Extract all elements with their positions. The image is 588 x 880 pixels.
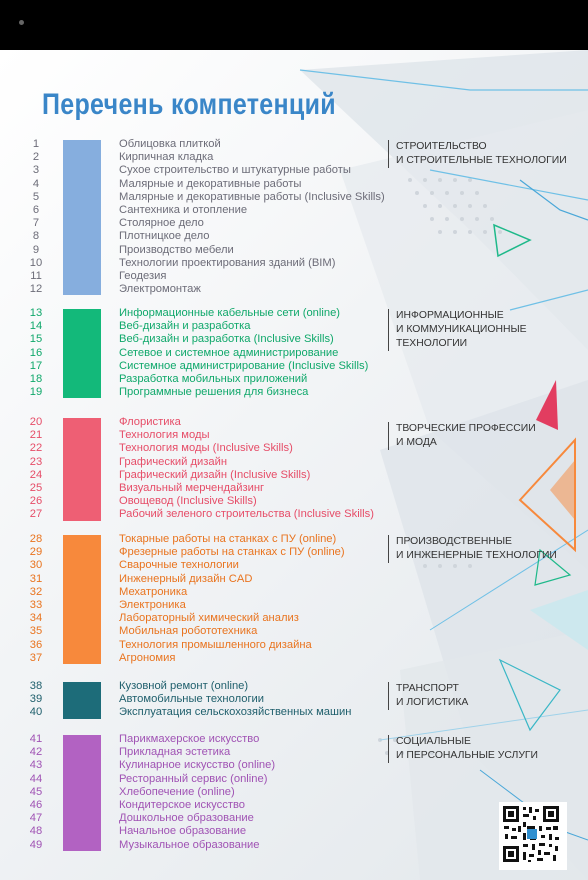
group-color-bar — [63, 140, 101, 295]
competency-number: 4 — [32, 177, 40, 190]
category-label — [388, 140, 567, 168]
competency-names — [119, 680, 351, 720]
competency-name: Системное администрирование (Inclusive Skills) — [119, 359, 369, 372]
category-label — [388, 535, 557, 563]
category-line: И СТРОИТЕЛЬНЫЕ ТЕХНОЛОГИИ — [396, 155, 567, 166]
competency-number: 42 — [29, 746, 43, 759]
competency-number: 28 — [29, 533, 43, 545]
competency-name: Сварочные технологии — [119, 559, 239, 572]
competency-name: Мехатроника — [119, 585, 188, 598]
competency-name: Токарные работы на станках с ПУ (online) — [119, 533, 337, 545]
competency-name: Кузовной ремонт (online) — [119, 680, 249, 692]
competency-name: Дошкольное образование — [119, 812, 254, 825]
competency-numbers — [20, 307, 52, 399]
competency-name: Флористика — [119, 416, 181, 428]
category-line: И ЛОГИСТИКА — [396, 697, 469, 708]
competency-name: Прикладная эстетика — [119, 746, 231, 759]
competency-number: 33 — [29, 598, 43, 611]
competency-name: Мобильная робототехника — [119, 625, 258, 638]
competency-name: Технология промышленного дизайна — [119, 638, 312, 651]
competency-numbers — [20, 733, 52, 852]
competency-number: 44 — [29, 772, 43, 785]
group-color-bar — [63, 418, 101, 521]
category-line: И КОММУНИКАЦИОННЫЕ — [396, 324, 527, 335]
competency-name: Плотницкое дело — [119, 230, 210, 243]
competency-number: 37 — [29, 651, 43, 664]
competency-name: Сантехника и отопление — [119, 203, 248, 216]
competency-name: Информационные кабельные сети (online) — [119, 307, 341, 319]
competency-number: 45 — [29, 785, 43, 798]
competency-number: 15 — [29, 333, 43, 346]
competency-name: Графический дизайн (Inclusive Skills) — [119, 468, 311, 481]
competency-name: Веб-дизайн и разработка — [119, 320, 251, 333]
group-color-bar — [63, 735, 101, 851]
competency-number: 21 — [29, 429, 43, 442]
competency-number: 17 — [29, 359, 43, 372]
competency-name: Веб-дизайн и разработка (Inclusive Skills) — [119, 333, 334, 346]
competency-number: 19 — [29, 386, 43, 399]
competency-name: Сетевое и системное администрирование — [119, 346, 339, 359]
competency-number: 27 — [29, 508, 43, 521]
competency-number: 38 — [29, 680, 43, 692]
competency-name: Графический дизайн — [119, 455, 228, 468]
group-color-bar — [63, 682, 101, 719]
competency-names — [119, 307, 368, 399]
competency-number: 5 — [32, 190, 40, 203]
page-title: Перечень компетенций — [42, 88, 336, 122]
category-line: ПРОИЗВОДСТВЕННЫЕ — [396, 536, 512, 547]
category-line: СОЦИАЛЬНЫЕ — [396, 736, 471, 747]
competency-number: 20 — [29, 416, 43, 428]
qr-code-icon — [501, 804, 561, 864]
competency-number: 3 — [32, 164, 40, 177]
competency-number: 30 — [29, 559, 43, 572]
competency-name: Малярные и декоративные работы (Inclusive Skills) — [119, 190, 385, 203]
competency-name: Кирпичная кладка — [119, 151, 214, 164]
dot-indicator — [19, 20, 24, 25]
competency-name: Автомобильные технологии — [119, 693, 265, 706]
competency-number: 11 — [30, 269, 42, 282]
competency-number: 34 — [29, 612, 43, 625]
competency-name: Технологии проектирования зданий (BIM) — [119, 256, 336, 269]
top-bar — [0, 0, 588, 50]
competency-number: 10 — [29, 256, 43, 269]
competency-name: Хлебопечение (online) — [119, 785, 235, 798]
category-line: ТЕХНОЛОГИИ — [396, 338, 468, 349]
competency-numbers — [20, 533, 52, 665]
group-color-bar — [63, 309, 101, 398]
competency-sheet — [0, 50, 588, 880]
competency-name: Кондитерское искусство — [119, 798, 245, 811]
competency-numbers — [20, 138, 52, 296]
competency-name: Программные решения для бизнеса — [119, 386, 309, 399]
competency-name: Агрономия — [119, 651, 176, 664]
competency-name: Кулинарное искусство (online) — [119, 759, 276, 772]
competency-number: 47 — [29, 812, 43, 825]
competency-number: 2 — [32, 151, 40, 164]
competency-number: 16 — [29, 346, 43, 359]
competency-number: 13 — [29, 307, 43, 319]
competency-name: Малярные и декоративные работы — [119, 177, 302, 190]
competency-name: Овощевод (Inclusive Skills) — [119, 495, 257, 508]
competency-number: 8 — [32, 230, 40, 243]
competency-name: Ресторанный сервис (online) — [119, 772, 268, 785]
competency-name: Эксплуатация сельскохозяйственных машин — [119, 706, 352, 719]
competency-number: 31 — [29, 572, 43, 585]
competency-number: 41 — [29, 733, 43, 745]
category-line: И ПЕРСОНАЛЬНЫЕ УСЛУГИ — [396, 750, 539, 761]
competency-number: 23 — [29, 455, 43, 468]
category-line: И ИНЖЕНЕРНЫЕ ТЕХНОЛОГИИ — [396, 550, 557, 561]
competency-numbers — [20, 416, 52, 522]
competency-names — [119, 416, 374, 522]
competency-name: Электромонтаж — [119, 283, 201, 296]
category-line: СТРОИТЕЛЬСТВО — [396, 141, 487, 152]
category-line: ИНФОРМАЦИОННЫЕ — [396, 310, 504, 321]
competency-number: 43 — [29, 759, 43, 772]
competency-name: Столярное дело — [119, 217, 204, 230]
competency-name: Электроника — [119, 598, 186, 611]
category-label — [388, 735, 538, 763]
competency-number: 6 — [32, 203, 40, 216]
competency-name: Лабораторный химический анализ — [119, 612, 299, 625]
competency-name: Фрезерные работы на станках с ПУ (online) — [119, 546, 345, 559]
competency-number: 40 — [29, 706, 43, 719]
competency-number: 32 — [29, 585, 43, 598]
category-line: ТВОРЧЕСКИЕ ПРОФЕССИИ — [396, 423, 536, 434]
competency-name: Геодезия — [119, 269, 167, 282]
competency-number: 39 — [29, 693, 43, 706]
competency-names — [119, 138, 385, 296]
group-color-bar — [63, 535, 101, 664]
competency-name: Сухое строительство и штукатурные работы — [119, 164, 351, 177]
competency-number: 24 — [29, 468, 43, 481]
competency-number: 35 — [29, 625, 43, 638]
competency-number: 14 — [29, 320, 43, 333]
category-line: И МОДА — [396, 437, 437, 448]
competency-names — [119, 733, 275, 852]
competency-number: 22 — [29, 442, 43, 455]
competency-number: 25 — [29, 481, 43, 494]
qr-code — [499, 802, 567, 870]
competency-name: Облицовка плиткой — [119, 138, 221, 150]
category-line: ТРАНСПОРТ — [396, 683, 459, 694]
competency-name: Парикмахерское искусство — [119, 733, 260, 745]
competency-number: 48 — [29, 825, 43, 838]
competency-name: Производство мебели — [119, 243, 234, 256]
competency-name: Музыкальное образование — [119, 838, 260, 851]
competency-number: 26 — [29, 495, 43, 508]
competency-name: Начальное образование — [119, 825, 247, 838]
competency-number: 46 — [29, 798, 43, 811]
competency-number: 12 — [29, 283, 43, 296]
competency-number: 9 — [32, 243, 40, 256]
category-label — [388, 422, 536, 450]
competency-numbers — [20, 680, 52, 720]
competency-number: 7 — [32, 217, 40, 230]
competency-number: 49 — [29, 838, 43, 851]
category-label — [388, 309, 527, 351]
competency-name: Технология моды (Inclusive Skills) — [119, 442, 293, 455]
competency-number: 18 — [29, 372, 43, 385]
competency-number: 1 — [32, 138, 40, 150]
competency-names — [119, 533, 345, 665]
competency-name: Технология моды — [119, 429, 210, 442]
competency-name: Разработка мобильных приложений — [119, 372, 308, 385]
competency-number: 29 — [29, 546, 43, 559]
competency-name: Визуальный мерчендайзинг — [119, 481, 265, 494]
competency-name: Рабочий зеленого строительства (Inclusive Skills) — [119, 508, 374, 521]
category-label — [388, 682, 468, 710]
competency-name: Инженерный дизайн CAD — [119, 572, 253, 585]
competency-number: 36 — [29, 638, 43, 651]
